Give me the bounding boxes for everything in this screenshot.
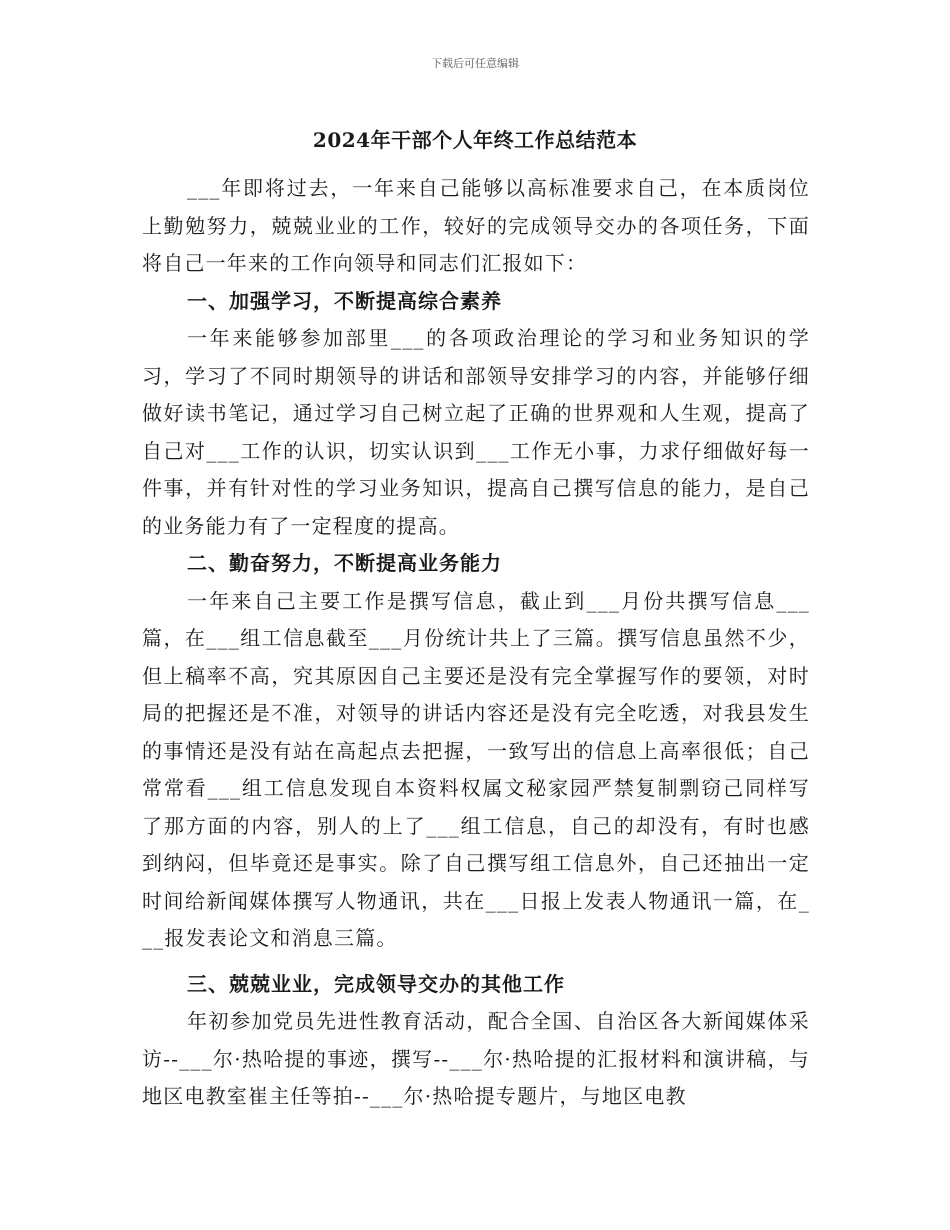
section-3-paragraph: 年初参加党员先进性教育活动，配合全国、自治区各大新闻媒体采访--___尔·热哈提的事迹，撰写--___尔·热哈提的汇报材料和演讲稿，与地区电教室崔主任等拍--___尔·热哈提专题片，与地区电教 <box>142 1009 810 1108</box>
header-note: 下载后可任意编辑 <box>431 57 519 70</box>
section-1-heading: 一、加强学习，不断提高综合素养 <box>187 288 502 313</box>
document-body <box>142 170 810 1116</box>
document-title: 2024年干部个人年终工作总结范本 <box>312 128 638 152</box>
section-2-heading: 二、勤奋努力，不断提高业务能力 <box>187 551 502 575</box>
section-2-paragraph: 一年来自己主要工作是撰写信息，截止到___月份共撰写信息___篇，在___组工信息截至___月份统计共上了三篇。撰写信息虽然不少，但上稿率不高，究其原因自己主要还是没有完全掌握写作的要领，对时局的把握还是不准，对领导的讲话内容还是没有完全吃透，对我县发生的事情还是没有站在高起点去把握，一致写出的信息上高率很低；自己常常看___组工信息发现自本资料权属文秘家园严禁复制剽窃己同样写了那方面的内容，别人的上了___组工信息，自己的却没有，有时也感到纳闷，但毕竟还是事实。除了自己撰写组工信息外，自己还抽出一定时间给新闻媒体撰写人物通讯，共在___日报上发表人物通讯一篇，在___报发表论文和消息三篇。 <box>142 588 810 950</box>
intro-paragraph: ___年即将过去，一年来自己能够以高标准要求自己，在本质岗位上勤勉努力，兢兢业业的工作，较好的完成领导交办的各项任务，下面将自己一年来的工作向领导和同志们汇报如下： <box>142 176 810 275</box>
section-3-heading: 三、兢兢业业，完成领导交办的其他工作 <box>187 971 565 996</box>
section-1-paragraph: 一年来能够参加部里___的各项政治理论的学习和业务知识的学习，学习了不同时期领导的讲话和部领导安排学习的内容，并能够仔细做好读书笔记，通过学习自己树立起了正确的世界观和人生观，提高了自己对___工作的认识，切实认识到___工作无小事，力求仔细做好每一件事，并有针对性的学习业务知识，提高自己撰写信息的能力，是自己的业务能力有了一定程度的提高。 <box>142 326 810 538</box>
